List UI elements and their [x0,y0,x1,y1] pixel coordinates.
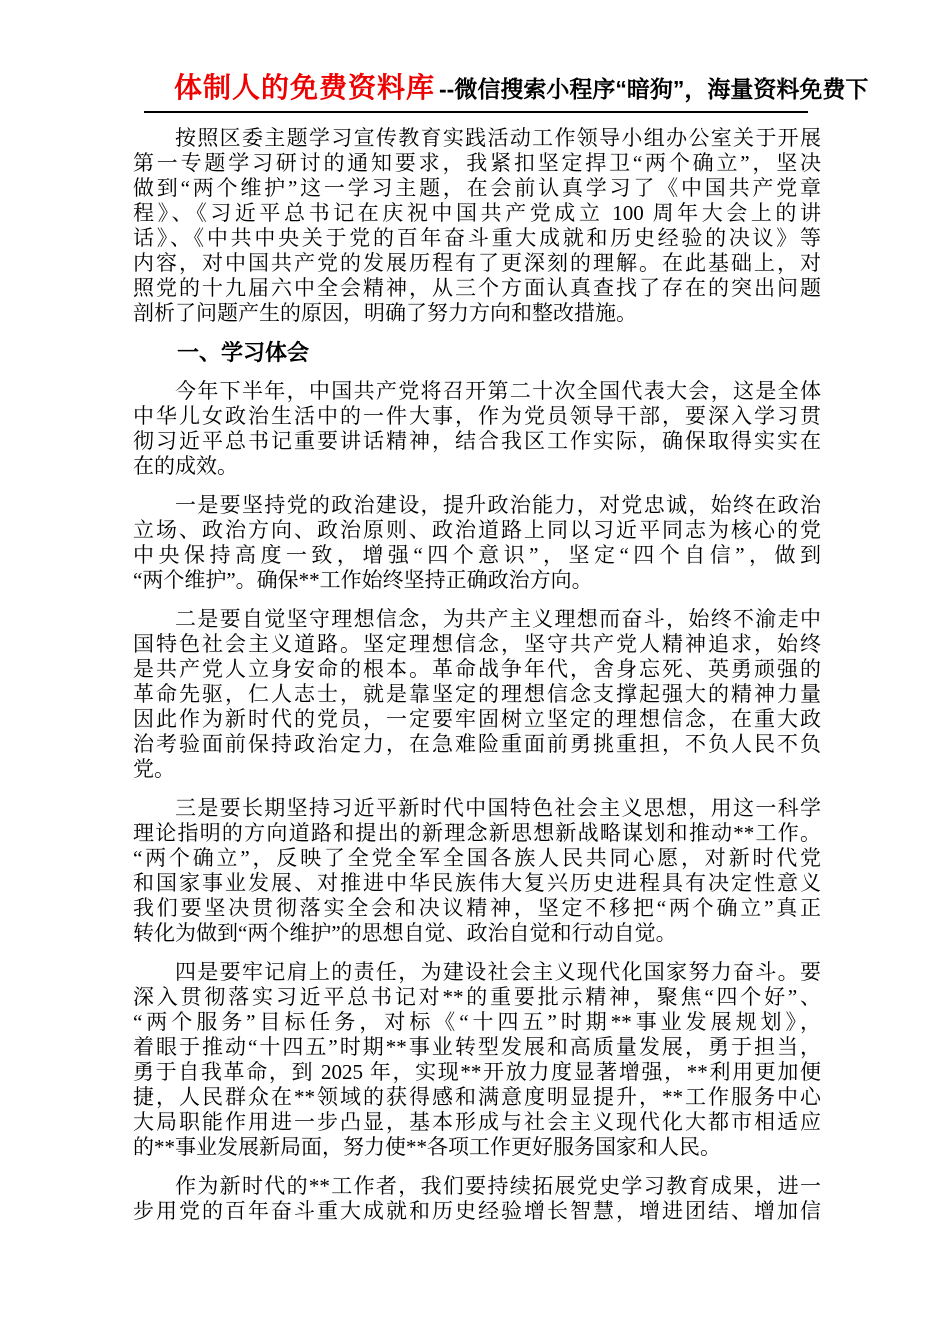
text-line: 今年下半年，中国共产党将召开第二十次全国代表大会，这是全体 [175,379,821,403]
text-line: 按照区委主题学习宣传教育实践活动工作领导小组办公室关于开展 [175,126,821,150]
body-paragraph [133,126,821,326]
section-heading [133,340,821,365]
text-line: 勇于自我革命，到 2025 年，实现**开放力度显著增强，**利用更加便 [133,1060,821,1084]
text-line: 一是要坚持党的政治建设，提升政治能力，对党忠诚，始终在政治 [175,493,821,517]
body-paragraph [133,493,821,593]
text-line: 在的成效。 [133,454,238,478]
text-line: 二是要自觉坚守理想信念，为共产主义理想而奋斗，始终不渝走中 [175,607,821,631]
text-line: 立场、政治方向、政治原则、政治道路上同以习近平同志为核心的党 [133,518,821,542]
text-line: 彻习近平总书记重要讲话精神，结合我区工作实际，确保取得实实在 [133,429,821,453]
text-line: 中央保持高度一致，增强“四个意识”，坚定“四个自信”，做到 [133,543,821,567]
text-line: 着眼于推动“十四五”时期**事业转型发展和高质量发展，勇于担当， [133,1035,821,1059]
text-line: 步用党的百年奋斗重大成就和历史经验增长智慧，增进团结、增加信 [133,1199,821,1223]
text-line: 三是要长期坚持习近平新时代中国特色社会主义思想，用这一科学 [175,796,821,820]
text-line: 理论指明的方向道路和提出的新理念新思想新战略谋划和推动**工作。 [133,821,821,845]
text-line: 四是要牢记肩上的责任，为建设社会主义现代化国家努力奋斗。要 [175,960,821,984]
brand-title: 体制人的免费资料库 [174,72,436,103]
text-line: 作为新时代的**工作者，我们要持续拓展党史学习教育成果，进一 [175,1174,821,1198]
text-line: “两个服务”目标任务，对标《“十四五”时期**事业发展规划》， [133,1010,821,1034]
text-line: 国特色社会主义道路。坚定理想信念，坚守共产党人精神追求，始终 [133,632,821,656]
body-paragraph [133,1174,821,1224]
text-line: 深入贯彻落实习近平总书记对**的重要批示精神，聚焦“四个好”、 [133,985,821,1009]
text-line: 我们要坚决贯彻落实全会和决议精神，坚定不移把“两个确立”真正 [133,896,821,920]
text-line: 话》、《中共中央关于党的百年奋斗重大成就和历史经验的决议》等 [133,226,821,250]
text-line: 是共产党人立身安命的根本。革命战争年代，舍身忘死、英勇顽强的 [133,657,821,681]
body-paragraph [133,796,821,946]
text-line: 因此作为新时代的党员，一定要牢固树立坚定的理想信念，在重大政 [133,707,821,731]
text-line: 剖析了问题产生的原因，明确了努力方向和整改措施。 [133,301,637,325]
brand-tagline: --微信搜索小程序“暗狗”，海量资料免费下 [439,76,869,102]
text-line: 的**事业发展新局面，努力使**各项工作更好服务国家和人民。 [133,1135,721,1159]
text-line: 转化为做到“两个维护”的思想自觉、政治自觉和行动自觉。 [133,921,677,945]
document-body [133,126,821,1238]
text-line: 内容，对中国共产党的发展历程有了更深刻的理解。在此基础上，对 [133,251,821,275]
text-line: 第一专题学习研讨的通知要求，我紧扣坚定捍卫“两个确立”，坚决 [133,151,821,175]
text-line: 照党的十九届六中全会精神，从三个方面认真查找了存在的突出问题 [133,276,821,300]
body-paragraph [133,379,821,479]
text-line: 党。 [133,757,175,781]
text-line: 革命先驱，仁人志士，就是靠坚定的理想信念支撑起强大的精神力量 [133,682,821,706]
page-header [144,60,869,113]
body-paragraph [133,960,821,1160]
text-line: 做到“两个维护”这一学习主题，在会前认真学习了《中国共产党章 [133,176,821,200]
text-line: 和国家事业发展、对推进中华民族伟大复兴历史进程具有决定性意义 [133,871,821,895]
text-line: 中华儿女政治生活中的一件大事，作为党员领导干部，要深入学习贯 [133,404,821,428]
text-line: 程》、《习近平总书记在庆祝中国共产党成立 100 周年大会上的讲 [133,201,821,225]
body-paragraph [133,607,821,782]
text-line: 一、学习体会 [177,340,310,365]
text-line: 治考验面前保持政治定力，在急难险重面前勇挑重担，不负人民不负 [133,732,821,756]
text-line: 捷，人民群众在**领域的获得感和满意度明显提升，**工作服务中心 [133,1085,821,1109]
text-line: “两个维护”。确保**工作始终坚持正确政治方向。 [133,568,593,592]
text-line: 大局职能作用进一步凸显，基本形成与社会主义现代化大都市相适应 [133,1110,821,1134]
text-line: “两个确立”，反映了全党全军全国各族人民共同心愿，对新时代党 [133,846,821,870]
